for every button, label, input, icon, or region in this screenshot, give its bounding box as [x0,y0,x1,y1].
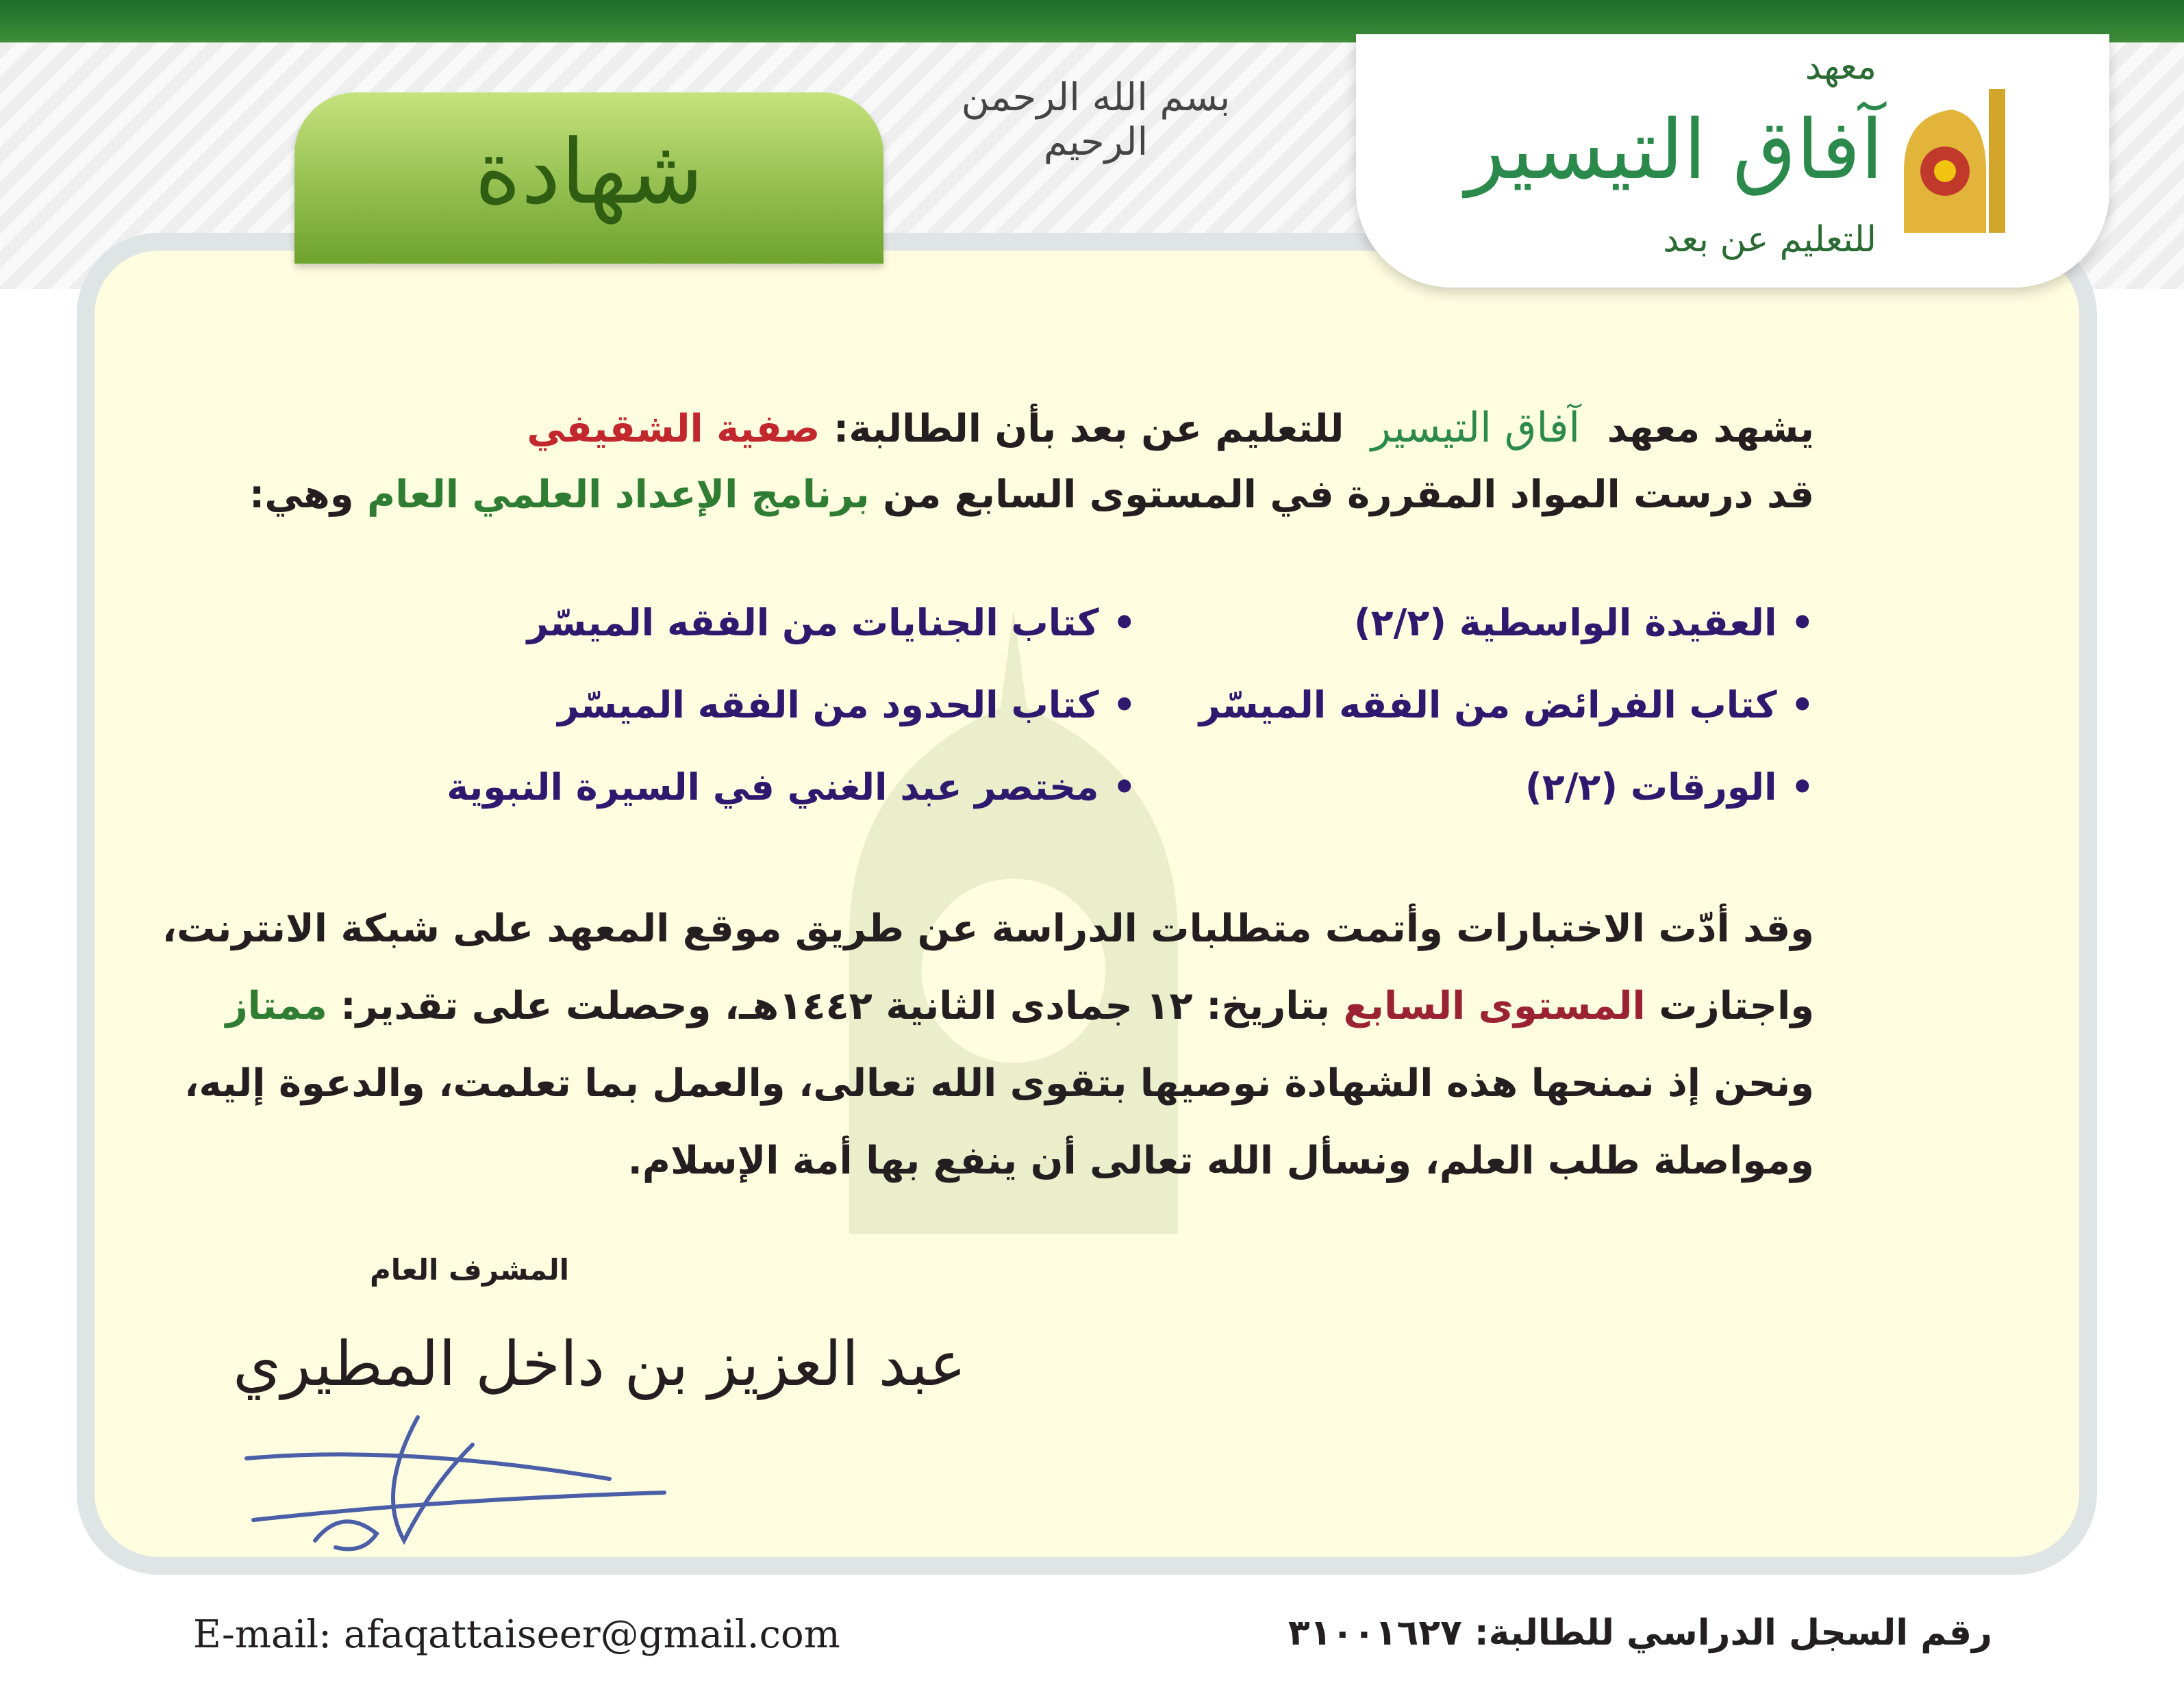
intro-text-a: يشهد معهد [1607,407,1814,451]
intro-text-b: للتعليم عن بعد بأن الطالبة: [833,407,1344,451]
page-title: شهادة [474,120,704,224]
level-name: المستوى السابع [1343,984,1646,1028]
subject-item: • كتاب الجنايات من الفقه الميسّر [447,603,1136,685]
subject-item: • كتاب الحدود من الفقه الميسّر [447,685,1136,767]
basmala: بسم الله الرحمن الرحيم [961,75,1231,164]
signature-name: عبد العزيز بن داخل المطيري [233,1328,966,1400]
logo-subtitle: للتعليم عن بعد [1663,219,1877,260]
inline-institute-name: آفاق التيسير [1370,404,1581,452]
subject-item: • مختصر عبد الغني في السيرة النبوية [447,767,1136,849]
para-line-2-b: بتاريخ: ١٢ جمادى الثانية ١٤٤٢هـ، وحصلت على تقدير: [340,984,1331,1028]
subjects-column-1 [1199,603,1814,849]
certificate-paragraph [162,890,1814,1200]
para-line-2 [162,967,1814,1045]
para-line-1: وقد أدّت الاختبارات وأتمت متطلبات الدراسة عن طريق موقع المعهد على شبكة الانترنت، [162,907,1814,951]
certificate-title-tab [294,92,883,264]
program-name: برنامج الإعداد العلمي العام [367,472,870,517]
student-name: صفية الشقيفي [527,407,820,451]
minaret-logo-icon [1890,75,2027,246]
handwritten-signature-icon [199,1404,692,1561]
subject-item: • كتاب الفرائض من الفقه الميسّر [1199,685,1814,767]
line2-text-b: وهي: [249,472,354,517]
para-line-4: ومواصلة طلب العلم، ونسأل الله تعالى أن ينفع بها أمة الإسلام. [627,1139,1814,1183]
para-line-3: ونحن إذ نمنحها هذه الشهادة نوصيها بتقوى الله تعالى، والعمل بما تعلمت، والدعوة إليه، [184,1061,1814,1106]
para-line-2-a: واجتازت [1659,984,1814,1028]
logo-name: آفاق التيسير [1465,103,1883,198]
subjects-column-2 [447,603,1136,849]
certificate-line-2 [249,472,1814,517]
line2-text-a: قد درست المواد المقررة في المستوى السابع من [883,472,1814,517]
footer-registration-number: رقم السجل الدراسي للطالبة: ٣١٠٠١٦٢٧ [1288,1612,1992,1653]
grade: ممتاز [225,984,327,1028]
institute-logo-panel [1356,34,2109,288]
footer-email: E-mail: afaqattaiseer@gmail.com [193,1612,840,1657]
subject-item: • العقيدة الواسطية (٢/٢) [1199,603,1814,685]
logo-word-top: معهد [1805,47,1877,88]
subject-item: • الورقات (٢/٢) [1199,767,1814,849]
signature-title: المشرف العام [370,1253,570,1287]
certificate-line-1 [527,404,1814,452]
